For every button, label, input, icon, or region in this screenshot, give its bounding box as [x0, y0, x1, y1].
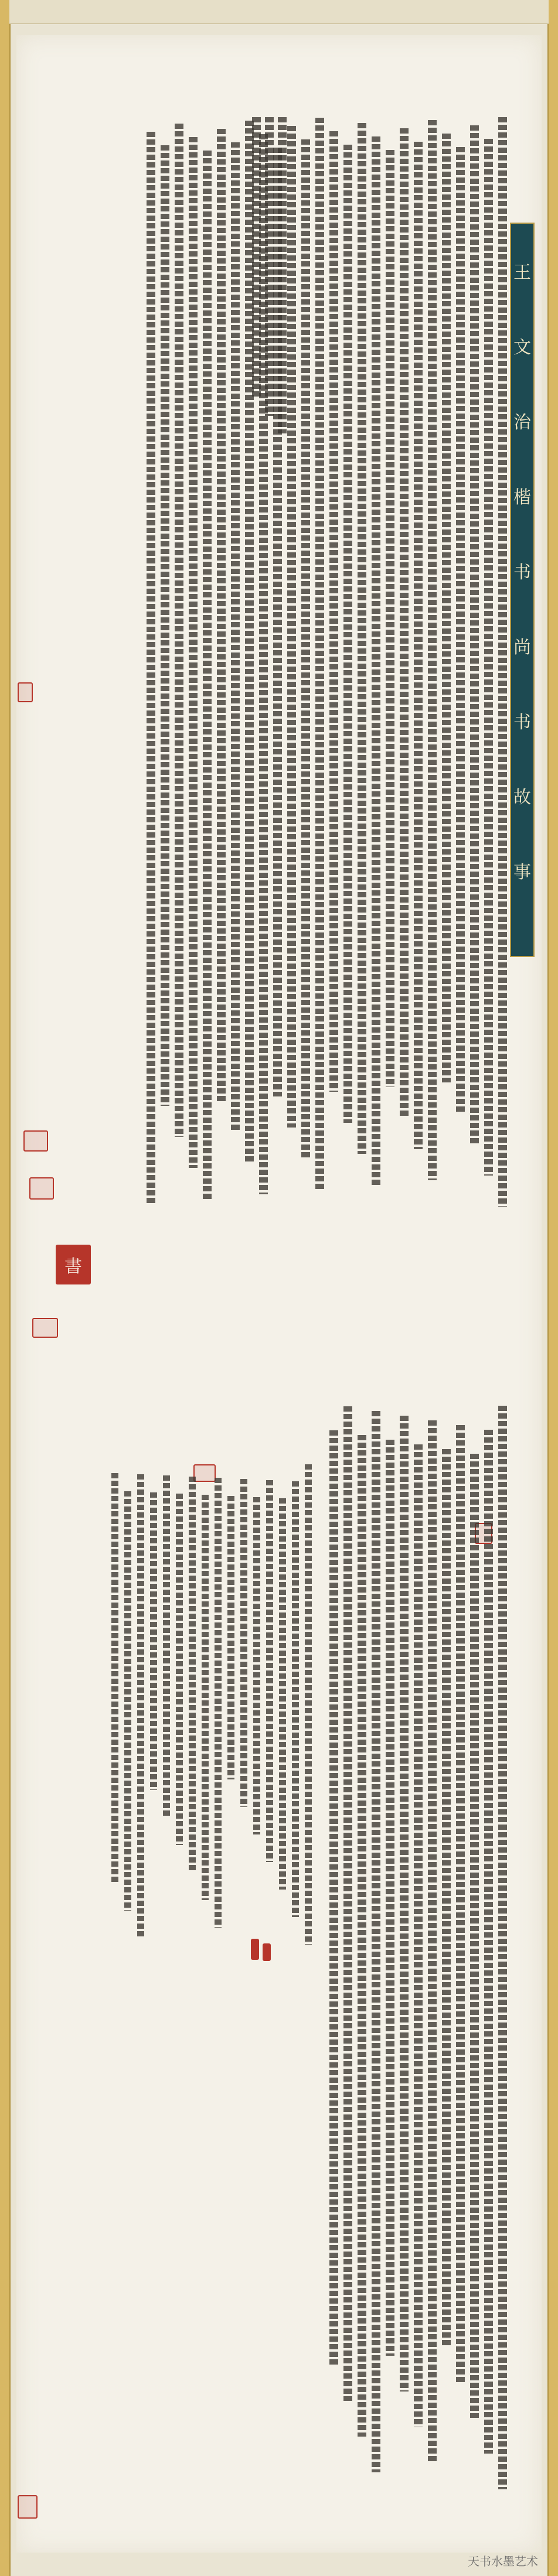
- ink-column: [227, 1496, 234, 1779]
- title-char: 尚: [513, 637, 531, 658]
- ink-column: [175, 124, 183, 1137]
- ink-column: [386, 1440, 394, 2356]
- ink-column: [111, 1473, 118, 1883]
- ink-column: [372, 1411, 380, 2472]
- ink-column: [202, 1495, 209, 1900]
- title-char: 文: [513, 337, 531, 358]
- seal-main-text: 書: [64, 1256, 82, 1277]
- ink-column: [231, 142, 240, 1132]
- ink-column: [176, 1494, 183, 1845]
- ink-column: [470, 1454, 479, 2418]
- ink-column: [161, 145, 169, 1106]
- watermark: 天书水墨艺术: [468, 2554, 538, 2568]
- scroll-mount-right: [547, 0, 558, 2576]
- title-char: 楷: [513, 487, 531, 508]
- ink-column: [266, 1480, 273, 1862]
- ink-column: [279, 1498, 286, 1890]
- ink-column: [484, 1430, 493, 2454]
- ink-column: [343, 1406, 352, 2401]
- ink-column: [343, 145, 352, 1123]
- ink-column: [292, 1481, 299, 1917]
- ink-column: [189, 1477, 196, 1873]
- ink-column: [358, 1435, 366, 2437]
- title-char: 事: [513, 862, 531, 883]
- title-char: 治: [513, 412, 531, 433]
- ink-column: [305, 1464, 312, 1945]
- ink-column: [400, 1416, 409, 2391]
- ink-column: [252, 117, 261, 398]
- ink-column: [442, 1449, 451, 2346]
- ink-column: [315, 118, 324, 1190]
- ink-column: [470, 125, 479, 1144]
- seal-small-3: [29, 1177, 54, 1200]
- ink-column: [442, 134, 451, 1082]
- ink-column: [124, 1491, 131, 1911]
- seal-main: [56, 1245, 91, 1284]
- title-char: 书: [513, 562, 531, 583]
- title-strip: [510, 223, 535, 957]
- seal-small-2: [23, 1130, 48, 1152]
- seal-signature-1: [251, 1939, 259, 1960]
- ink-column: [372, 136, 380, 1185]
- ink-column: [358, 123, 366, 1154]
- ink-column: [414, 1444, 423, 2427]
- ink-column: [329, 1430, 338, 2365]
- ink-column: [386, 150, 394, 1087]
- ink-column: [189, 137, 198, 1168]
- ink-column: [147, 132, 155, 1204]
- ink-column: [253, 1497, 260, 1834]
- ink-column: [287, 126, 296, 1128]
- scroll-mount-left: [0, 0, 11, 2576]
- seal-small-7: [18, 2495, 38, 2519]
- ink-column: [301, 139, 310, 1159]
- ink-column: [217, 129, 226, 1101]
- ink-column: [329, 131, 338, 1092]
- ink-column: [456, 1425, 465, 2382]
- ink-column: [428, 1420, 437, 2463]
- ink-column: [265, 117, 274, 416]
- ink-column: [428, 120, 437, 1180]
- ink-column: [414, 142, 423, 1149]
- ink-column: [498, 117, 507, 1207]
- ink-column: [498, 1406, 507, 2489]
- seal-small-1: [18, 682, 33, 702]
- ink-column: [203, 151, 212, 1199]
- ink-column: [163, 1475, 170, 1817]
- title-char: 王: [513, 262, 531, 283]
- seal-signature-2: [263, 1943, 271, 1961]
- ink-column: [456, 147, 465, 1113]
- ink-column: [240, 1479, 247, 1807]
- ink-column: [278, 117, 287, 433]
- ink-column: [400, 128, 409, 1118]
- seal-small-5: [193, 1464, 216, 1482]
- seal-small-4: [32, 1318, 58, 1338]
- ink-column: [215, 1478, 222, 1928]
- ink-column: [484, 139, 493, 1176]
- ink-column: [137, 1474, 144, 1938]
- ink-column: [150, 1492, 157, 1790]
- title-char: 故: [513, 787, 531, 808]
- title-char: 书: [513, 712, 531, 733]
- scroll-mount-top: [9, 0, 549, 24]
